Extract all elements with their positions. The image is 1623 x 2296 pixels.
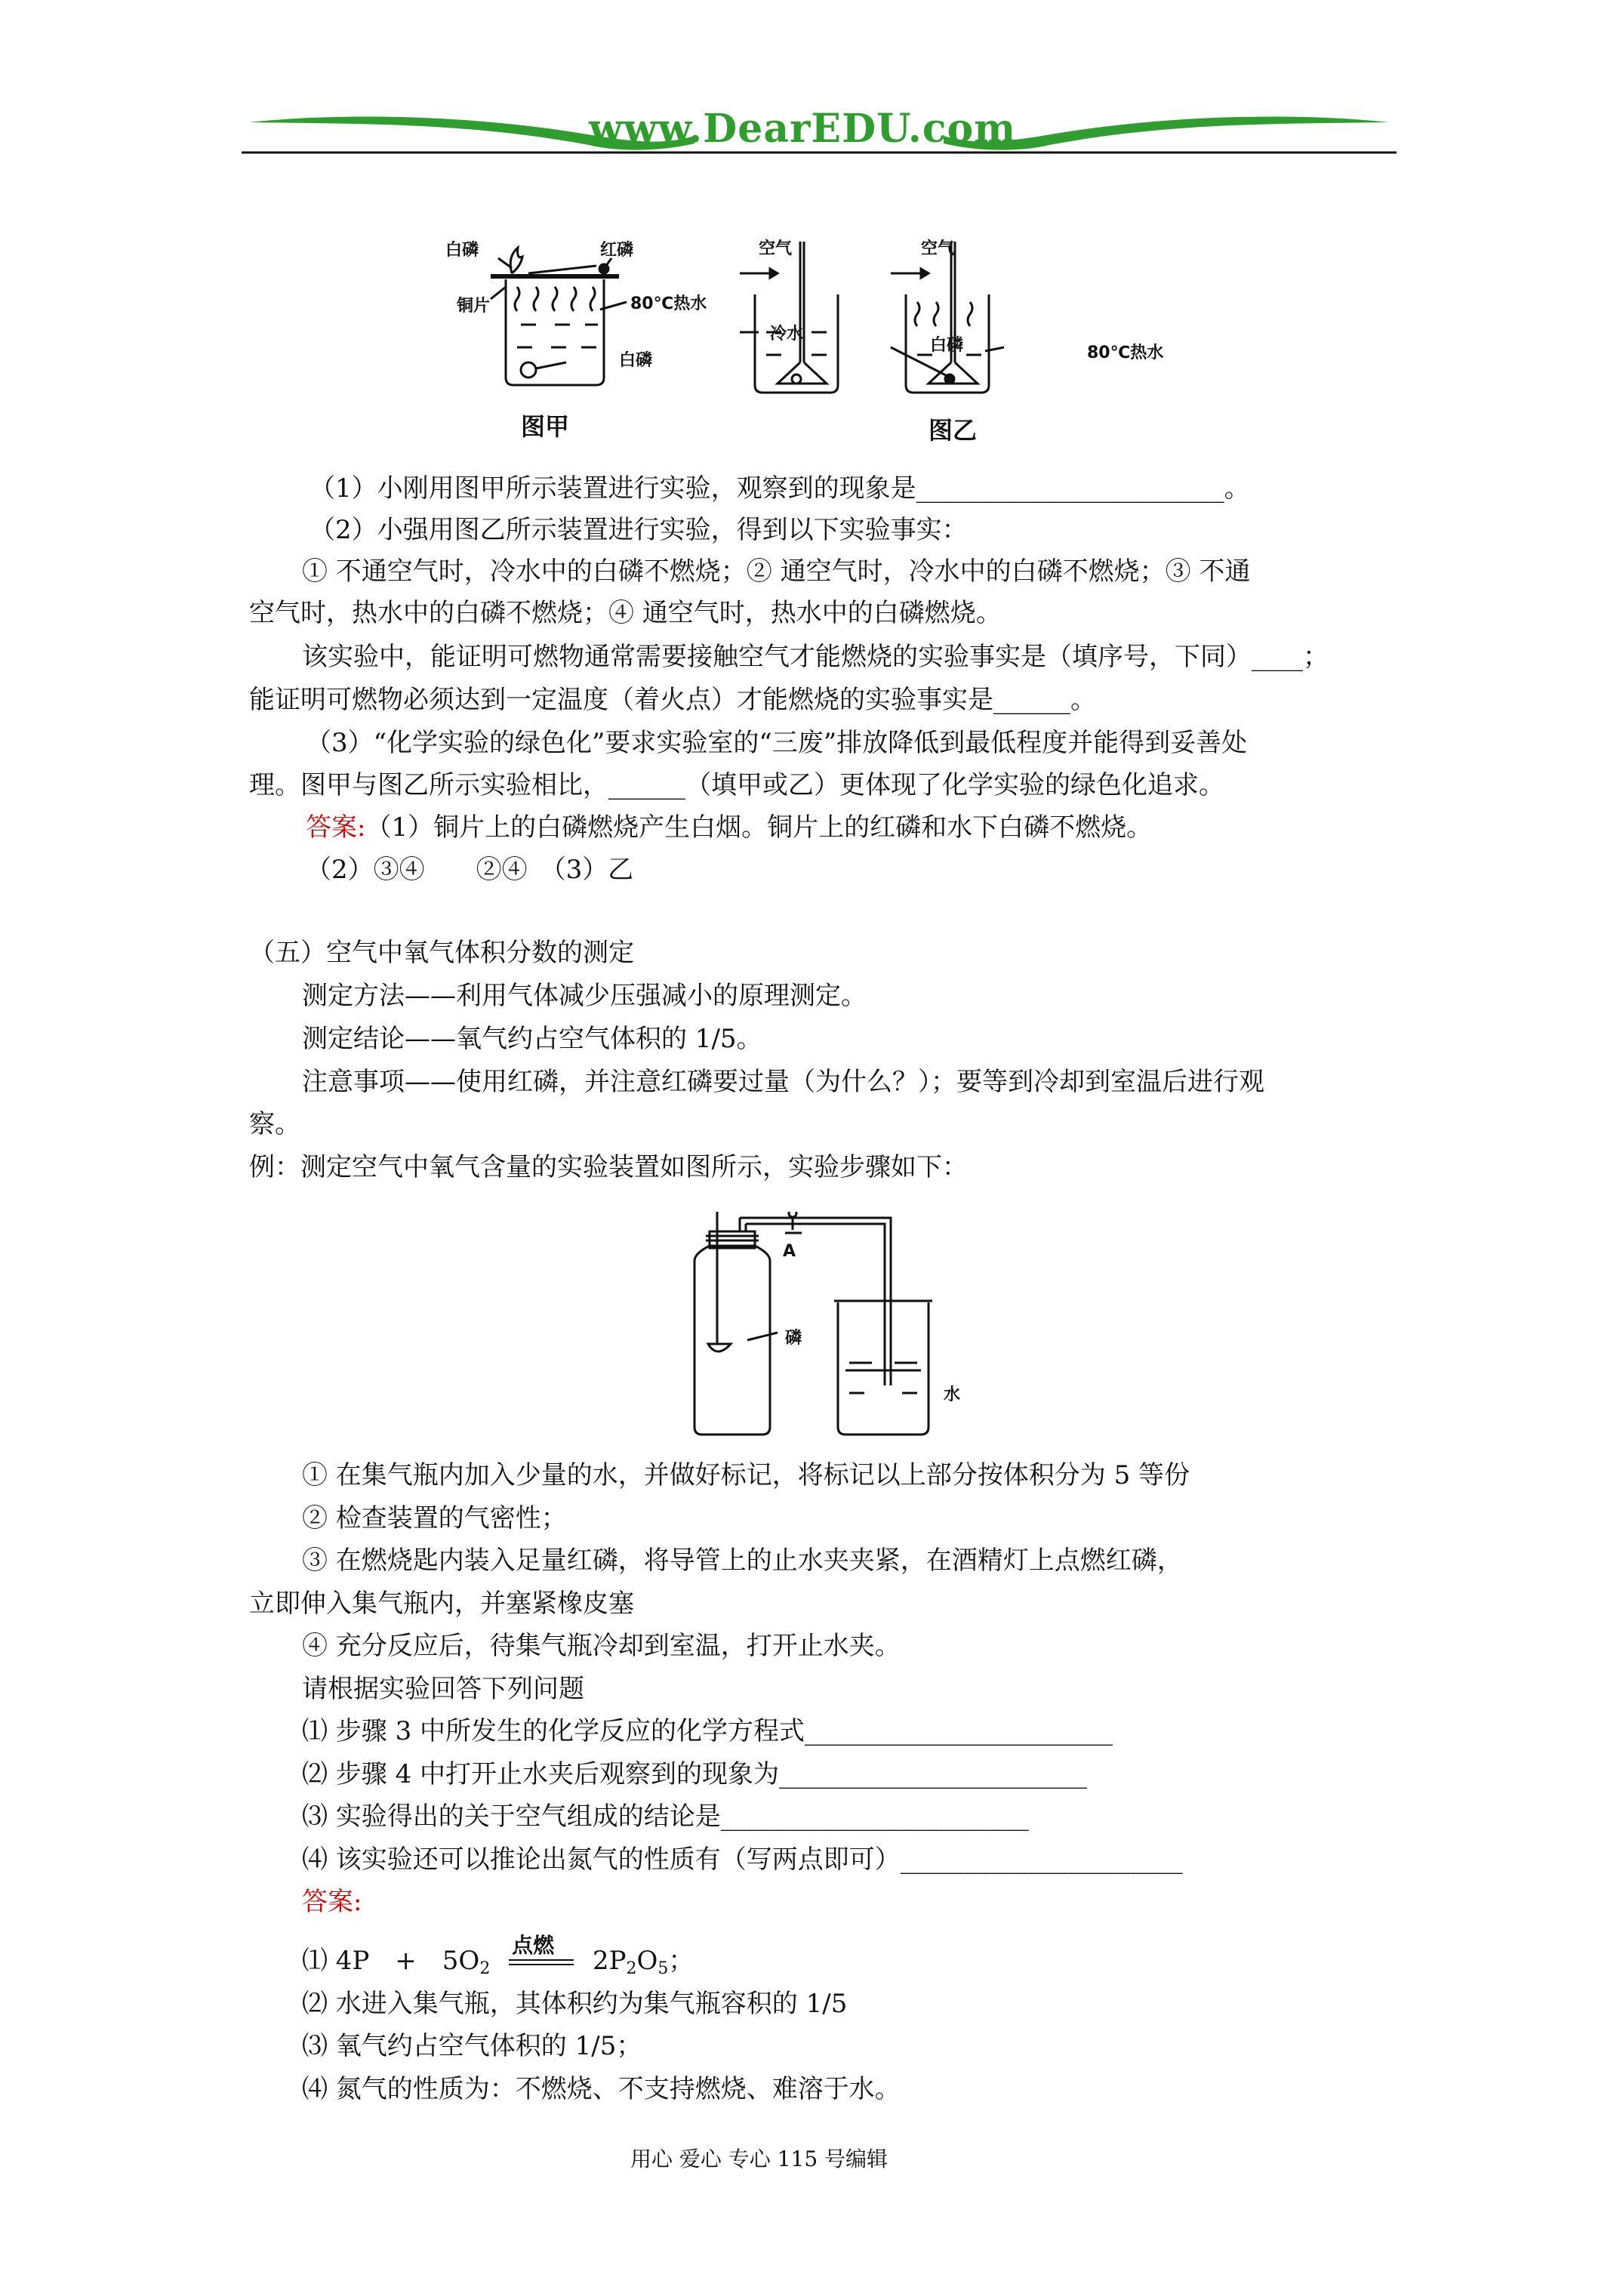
answer-2: ⑵ 水进入集气瓶，其体积约为集气瓶容积的 1/5 [302, 1989, 848, 2019]
note-line-2: 察。 [249, 1109, 300, 1139]
label-water: 水 [944, 1385, 961, 1404]
answer-1-label: 答案: [306, 812, 366, 843]
page-footer: 用心 爱心 专心 115 号编辑 [630, 2147, 888, 2171]
problem-2: ⑵ 步骤 4 中打开止水夹后观察到的现象为________________________ [302, 1759, 1088, 1789]
eq-arrow [509, 1933, 574, 1965]
eq-o-sub: 2 [479, 1959, 491, 1978]
eq-product: 2P [592, 1946, 627, 1976]
answer-1 [306, 811, 1152, 844]
eq-prefix: ⑴ 4P + 5O [302, 1946, 480, 1976]
eq-product-mid: O [636, 1946, 658, 1976]
step-3-line-2: 立即伸入集气瓶内，并塞紧橡皮塞 [249, 1589, 634, 1619]
site-logo[interactable]: www.DearEDU.com [589, 106, 1017, 152]
step-2: ② 检查装置的气密性； [302, 1503, 567, 1533]
ask: 请根据实验回答下列问题 [302, 1674, 584, 1704]
note-line-1: 注意事项——使用红磷，并注意红磷要过量（为什么？）；要等到冷却到室温后进行观 [302, 1067, 1264, 1097]
label-hot-water-left: 80℃热水 [630, 294, 707, 313]
label-white-p-top: 白磷 [445, 241, 479, 260]
example: 例：测定空气中氧气含量的实验装置如图所示，实验步骤如下： [249, 1152, 968, 1182]
question-2b-line-2: 能证明可燃物必须达到一定温度（着火点）才能燃烧的实验事实是______。 [249, 685, 1096, 715]
label-air-1: 空气 [759, 239, 793, 258]
figure-oxygen-apparatus [664, 1212, 966, 1442]
label-copper: 铜片 [457, 297, 491, 316]
conclusion: 测定结论——氧气约占空气体积的 1/5。 [302, 1024, 762, 1054]
question-2b-line-1: 该实验中，能证明可燃物通常需要接触空气才能燃烧的实验事实是（填序号，下同）____； [302, 642, 1329, 672]
label-red-p: 红磷 [600, 241, 634, 260]
question-2: （2）小强用图乙所示装置进行实验，得到以下实验事实： [310, 515, 968, 545]
label-hot-water-right: 80℃热水 [1087, 344, 1164, 362]
label-phosphorus: 磷 [785, 1329, 802, 1348]
facts-line-1: ① 不通空气时，冷水中的白磷不燃烧；② 通空气时，冷水中的白磷不燃烧；③ 不通 [302, 556, 1251, 587]
label-clamp-a: A [783, 1242, 796, 1261]
question-3-line-2: 理。图甲与图乙所示实验相比，______（填甲或乙）更体现了化学实验的绿色化追求。 [249, 770, 1224, 800]
question-3-line-1: （3）“化学实验的绿色化”要求实验室的“三废”排放降低到最低程度并能得到妥善处 [306, 728, 1248, 758]
step-4: ④ 充分反应后，待集气瓶冷却到室温，打开止水夹。 [302, 1631, 901, 1661]
label-white-p-mid: 白磷 [930, 336, 964, 355]
caption-figure-a: 图甲 [521, 412, 570, 441]
label-white-p-bottom: 白磷 [619, 351, 653, 370]
eq-condition: 点燃 [512, 1933, 555, 1958]
answer-3: ⑶ 氧气约占空气体积的 1/5； [302, 2031, 642, 2061]
problem-3: ⑶ 实验得出的关于空气组成的结论是________________________ [302, 1801, 1029, 1832]
caption-figure-b: 图乙 [929, 416, 978, 445]
answer-4: ⑷ 氮气的性质为：不燃烧、不支持燃烧、难溶于水。 [302, 2074, 901, 2104]
eq-o-sub-2: 5 [658, 1959, 669, 1978]
answer-1-text: （1）铜片上的白磷燃烧产生白烟。铜片上的红磷和水下白磷不燃烧。 [365, 812, 1153, 843]
problem-1: ⑴ 步骤 3 中所发生的化学反应的化学方程式________________________ [302, 1716, 1113, 1746]
label-air-2: 空气 [921, 239, 955, 258]
section-5-title: （五）空气中氧气体积分数的测定 [249, 938, 634, 968]
facts-line-2: 空气时，热水中的白磷不燃烧；④ 通空气时，热水中的白磷燃烧。 [249, 598, 1002, 628]
problem-4: ⑷ 该实验还可以推论出氮气的性质有（写两点即可）______________________ [302, 1845, 1183, 1875]
answer-1-line-2: （2）③④ ②④ （3）乙 [306, 855, 634, 885]
answer-equation [302, 1933, 694, 1986]
method: 测定方法——利用气体减少压强减小的原理测定。 [302, 981, 867, 1011]
question-1: （1）小刚用图甲所示装置进行实验，观察到的现象是________________________。 [310, 473, 1250, 504]
eq-suffix: ； [668, 1946, 694, 1976]
label-cold-water: 冷水 [770, 325, 804, 344]
step-3-line-1: ③ 在燃烧匙内装入足量红磷，将导管上的止水夹夹紧，在酒精灯上点燃红磷， [302, 1546, 1183, 1576]
answer-2-label: 答案: [302, 1887, 362, 1917]
step-1: ① 在集气瓶内加入少量的水，并做好标记，将标记以上部分按体积分为 5 等份 [302, 1460, 1190, 1490]
eq-p-sub: 2 [626, 1959, 637, 1978]
